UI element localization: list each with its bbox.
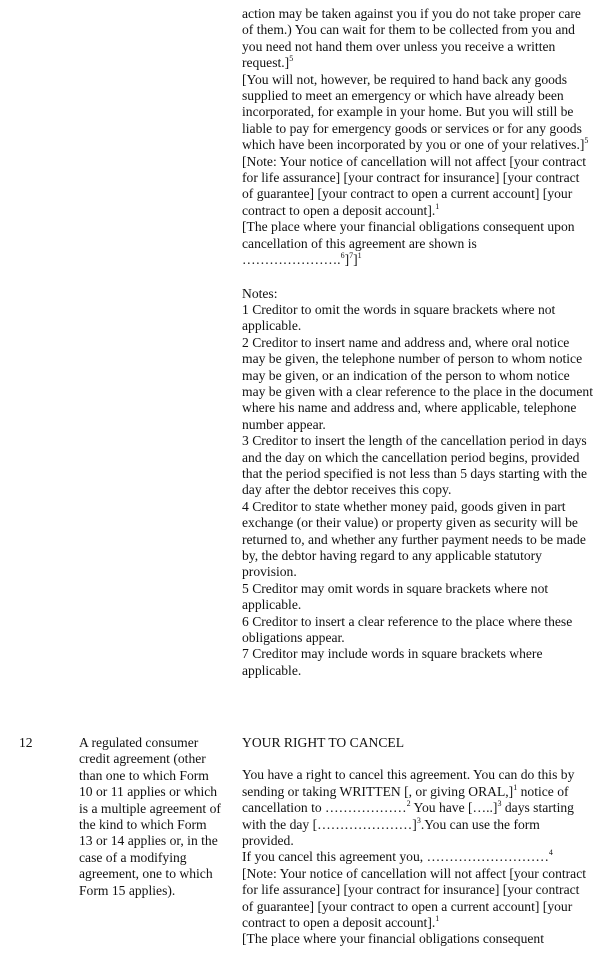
note-item: 1 Creditor to omit the words in square brackets where not applicable. (242, 301, 556, 334)
footnote-ref: 1 (513, 782, 518, 792)
description-line: 10 or 11 applies or which (79, 784, 218, 800)
footnote-ref: 7 (349, 251, 354, 261)
description-line: case of a modifying (79, 849, 187, 865)
note-item: 4 Creditor to state whether money paid, goods given in part exchange (or their value) or property given as security will be returned to, and whether any further payment needs to be made by, the debtor having regard to any applicable statutory provision. (242, 498, 586, 580)
note-item: 5 Creditor may omit words in square brackets where not applicable. (242, 580, 549, 613)
footnote-ref: 4 (548, 848, 553, 858)
description-line: A regulated consumer (79, 735, 199, 750)
footnote-ref: 2 (406, 799, 411, 809)
form-text-block (242, 735, 594, 948)
form-row-number: 12 (19, 735, 33, 750)
note-item: 7 Creditor may include words in square brackets where applicable. (242, 646, 543, 678)
footnote-ref: 5 (584, 136, 589, 146)
paragraph-if-you-cancel: If you cancel this agreement you, ………………………$^4$ (242, 848, 553, 865)
footnote-ref: 1 (435, 201, 440, 211)
paragraph-return-goods: action may be taken against you if you do not take proper care of them.) You can wait for them to be collected from you and you need not hand them over unless you receive a written request.]$^5$ (242, 6, 581, 71)
form-heading: YOUR RIGHT TO CANCEL (242, 735, 405, 750)
note-item: 6 Creditor to insert a clear reference to the place where these obligations appear. (242, 613, 573, 646)
paragraph-financial-obligations: [The place where your financial obligations consequent upon cancellation of this agreement are shown is ………………….$^6$]$^7$]$^1$ (242, 219, 575, 268)
footnote-ref: 1 (435, 914, 440, 924)
description-line: credit agreement (other (79, 751, 206, 767)
footnote-ref: 3 (497, 799, 502, 809)
note-item: 3 Creditor to insert the length of the cancellation period in days and the day on which the cancellation period begins, provided that the period specified is not less than 5 days starting with the day after the debtor receives this copy. (242, 433, 588, 498)
footnote-ref: 6 (340, 251, 345, 261)
footnote-ref: 5 (289, 54, 294, 64)
description-line: agreement, one to which (79, 866, 213, 882)
description-line: the kind to which Form (79, 817, 207, 833)
paragraph-emergency-goods: [You will not, however, be required to hand back any goods supplied to meet an emergency or which have already been incorporated, for example in your home. But you will still be liable to pay for emergency goods or services or for any goods which have been incorporated by you or one of your relatives.]$^5$ (242, 71, 589, 153)
description-line: than one to which Form (79, 767, 209, 783)
description-line: 13 or 14 applies or, in the (79, 833, 218, 849)
footnote-ref: 3 (416, 815, 421, 825)
note-item: 2 Creditor to insert name and address and, where oral notice may be given, the telephone number of person to whom notice may be given, or an indication of the person to whom notice may be given with a clear reference to the place in the document where his name and address and, where applicable, telephone number appear. (242, 334, 594, 432)
paragraph-right-to-cancel: You have a right to cancel this agreement. You can do this by sending or taking WRITTEN [, or giving ORAL,]$^1$ notice of cancellation to ………………$^2$ You have […..]$^3$ days starting with the day […………………]$^3$.You can use the form provided. (242, 767, 575, 849)
paragraph-note-contracts: [Note: Your notice of cancellation will not affect [your contract for life assurance] [your contract for insurance] [your contract of guarantee] [your contract to open a current account] [your contract to open a deposit account].$^1$ (242, 865, 587, 931)
notes-heading: Notes: (242, 285, 278, 301)
paragraph-financial-obligations: [The place where your financial obligations consequent (242, 931, 544, 947)
paragraph-note-contracts: [Note: Your notice of cancellation will not affect [your contract for life assurance] [your contract for insurance] [your contract of guarantee] [your contract to open a current account] [your contract to open a deposit account].$^1$ (242, 153, 587, 218)
description-line: Form 15 applies). (79, 882, 176, 898)
form-row-description (79, 735, 231, 899)
upper-text-block (242, 6, 594, 679)
footnote-ref: 1 (357, 251, 362, 261)
description-line: is a multiple agreement of (79, 800, 221, 816)
